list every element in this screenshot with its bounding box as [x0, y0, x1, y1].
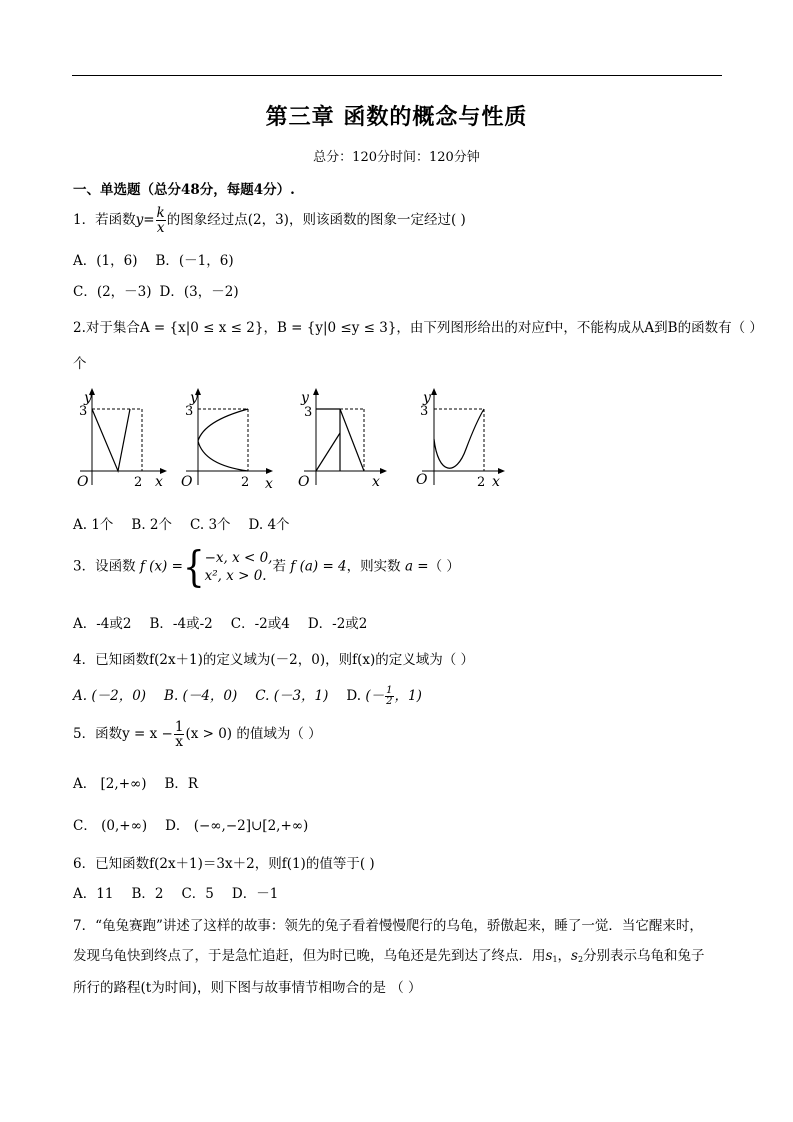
graph-1: [72, 385, 172, 490]
graph-4-origin-label: O: [416, 472, 428, 488]
q3-option-c[interactable]: C．-2或4: [230, 616, 290, 632]
q5-option-d[interactable]: D． (−∞,−2]∪[2,+∞): [165, 818, 309, 834]
page-subtitle: 总分：120分时间：120分钟: [313, 150, 480, 165]
q4-option-d-pre: (－: [365, 688, 385, 704]
q1-options-row-1: [73, 249, 252, 269]
graph-1-three-label: 3: [79, 404, 88, 419]
q5-options-row-1: [73, 772, 216, 792]
q4-option-d-den: 2: [386, 696, 393, 707]
q7-s2: s: [571, 948, 578, 964]
question-4: 4．已知函数f(2x＋1)的定义域为(－2，0)，则f(x)的定义域为（ ）: [73, 652, 475, 668]
q2-option-d[interactable]: D. 4个: [248, 517, 290, 533]
q6-option-c[interactable]: C．5: [181, 886, 214, 902]
q1-option-c[interactable]: C．(2，－3): [73, 284, 152, 300]
q7-line-2-pre: 发现乌龟快到终点了，于是急忙追赶，但为时已晚，乌龟还是先到达了终点．用: [73, 948, 546, 964]
q5-option-c[interactable]: C． (0,+∞): [73, 818, 148, 834]
q3-condition: f (a) = 4: [290, 558, 347, 575]
q6-options: [73, 882, 296, 902]
graph-3-x-label: x: [372, 474, 380, 490]
q5-frac-den: x: [175, 734, 183, 751]
page-title: 第三章 函数的概念与性质: [265, 104, 528, 130]
q1-options-row-2: [73, 280, 257, 300]
top-rule: [72, 75, 722, 76]
q4-option-b[interactable]: B. (－4，0): [164, 688, 238, 704]
graph-2-curve: [198, 409, 248, 471]
q3-cases: [205, 549, 273, 585]
q4-option-a[interactable]: A. (－2，0): [73, 688, 147, 704]
graph-4-x-label: x: [492, 474, 500, 490]
question-6: 6．已知函数f(2x＋1)＝3x＋2，则f(1)的值等于( ): [73, 856, 375, 872]
q5-lhs: y = x −: [122, 726, 173, 743]
q7-s1-sub: 1: [552, 955, 558, 964]
q1-pre: 1．若函数: [73, 212, 136, 229]
q1-post: 的图象经过点(2，3)，则该函数的图象一定经过( ): [166, 212, 466, 229]
graph-3-y-label: y: [301, 390, 309, 406]
graph-3-rising: [316, 433, 340, 471]
q7-s2-sub: 2: [577, 955, 584, 964]
q3-pre: 3．设函数: [73, 558, 136, 575]
q1-option-a[interactable]: A．(1，6): [73, 253, 138, 269]
graph-2-x-label: x: [265, 476, 273, 490]
graph-3: [292, 385, 392, 490]
graph-3-three-label: 3: [304, 405, 313, 420]
graph-4: [410, 385, 510, 490]
q3-var: a =: [404, 558, 429, 575]
section-heading: 一、单选题（总分48分，每题4分）.: [73, 182, 295, 198]
q5-frac-num: 1: [174, 719, 184, 735]
q3-option-a[interactable]: A．-4或2: [73, 616, 132, 632]
question-2-cont: 个: [73, 356, 87, 372]
q3-post: ，则实数: [346, 558, 401, 575]
q6-option-b[interactable]: B．2: [131, 886, 164, 902]
q4-option-d-label: D.: [346, 688, 362, 704]
q7-s1: s: [545, 948, 553, 964]
q4-option-d[interactable]: [346, 684, 421, 708]
q5-pre: 5．函数: [73, 726, 123, 743]
question-7-line-2: [73, 944, 705, 964]
q6-option-a[interactable]: A．11: [73, 886, 114, 902]
q5-option-b[interactable]: B．R: [164, 776, 199, 792]
graph-1-curve: [92, 409, 130, 471]
q3-end: （ ）: [428, 558, 460, 575]
question-7-line-1: 7．“龟兔赛跑”讲述了这样的故事：领先的兔子看着慢慢爬行的乌龟，骄傲起来，睡了一觉．当它醒来时，: [73, 918, 703, 934]
graph-1-origin-label: O: [77, 474, 89, 490]
q1-frac-num: k: [156, 205, 165, 221]
q2-option-a[interactable]: A. 1个: [73, 517, 114, 533]
q4-option-c[interactable]: C. (－3，1): [255, 688, 329, 704]
q2-option-c[interactable]: C. 3个: [190, 517, 231, 533]
graph-2-three-label: 3: [185, 404, 194, 419]
q2-options: [73, 513, 308, 533]
q2-option-b[interactable]: B. 2个: [131, 517, 173, 533]
q1-option-b[interactable]: B．(－1，6): [155, 253, 234, 269]
q5-post: (x > 0) 的值域为（ ）: [185, 726, 322, 743]
q3-option-b[interactable]: B．-4或-2: [149, 616, 213, 632]
question-2: 2.对于集合A = {x|0 ≤ x ≤ 2}，B = {y|0 ≤y ≤ 3}，由下列图形给出的对应f中，不能构成从A到B的函数有（ ）: [73, 320, 763, 336]
question-1: [73, 206, 466, 235]
question-7-line-3: 所行的路程(t为时间)，则下图与故事情节相吻合的是 （ ）: [73, 980, 422, 996]
graph-1-y-label: y: [84, 390, 92, 406]
q3-option-d[interactable]: D．-2或2: [307, 616, 368, 632]
graph-2-two-label: 2: [241, 475, 250, 490]
q4-option-d-fraction: [385, 686, 393, 708]
q1-frac-den: x: [156, 220, 165, 237]
q3-fx: f (x) =: [139, 558, 183, 575]
graph-3-x-arrow: [380, 468, 387, 474]
graph-3-y-arrow: [313, 388, 319, 395]
q5-options-row-2: [73, 814, 326, 834]
question-5: [73, 720, 322, 749]
question-3: [73, 542, 460, 593]
q1-y: y=: [135, 212, 155, 229]
graph-2: [178, 385, 278, 490]
q3-options: [73, 612, 385, 632]
graph-2-x-arrow: [266, 468, 273, 474]
q3-case-2: x², x > 0.: [204, 568, 267, 585]
q4-option-d-post: ，1): [394, 688, 422, 704]
graph-4-curve: [434, 409, 484, 468]
q1-fraction: [156, 206, 166, 235]
q3-brace: {: [182, 542, 205, 593]
q6-option-d[interactable]: D．－1: [231, 886, 279, 902]
graph-4-y-arrow: [431, 388, 437, 395]
graph-4-two-label: 2: [477, 475, 486, 490]
q5-option-a[interactable]: A． [2,+∞): [73, 776, 147, 792]
q3-case-1: −x, x < 0,: [204, 550, 273, 566]
graph-2-origin-label: O: [181, 474, 193, 490]
q1-option-d[interactable]: D．(3，－2): [159, 284, 239, 300]
graph-2-y-label: y: [190, 390, 198, 406]
graph-4-y-label: y: [423, 390, 431, 406]
q3-mid: 若: [272, 558, 286, 575]
q4-options: [73, 684, 440, 708]
graph-4-three-label: 3: [420, 404, 429, 419]
graph-1-x-label: x: [155, 474, 163, 490]
q7-sep: ，: [557, 948, 572, 964]
graph-1-two-label: 2: [134, 475, 143, 490]
q4-option-d-num: 1: [386, 684, 393, 696]
q5-fraction: [174, 720, 185, 749]
q7-line-2-post: 分别表示乌龟和兔子: [583, 948, 705, 964]
graph-3-origin-label: O: [298, 474, 310, 490]
graph-3-falling: [340, 409, 364, 471]
